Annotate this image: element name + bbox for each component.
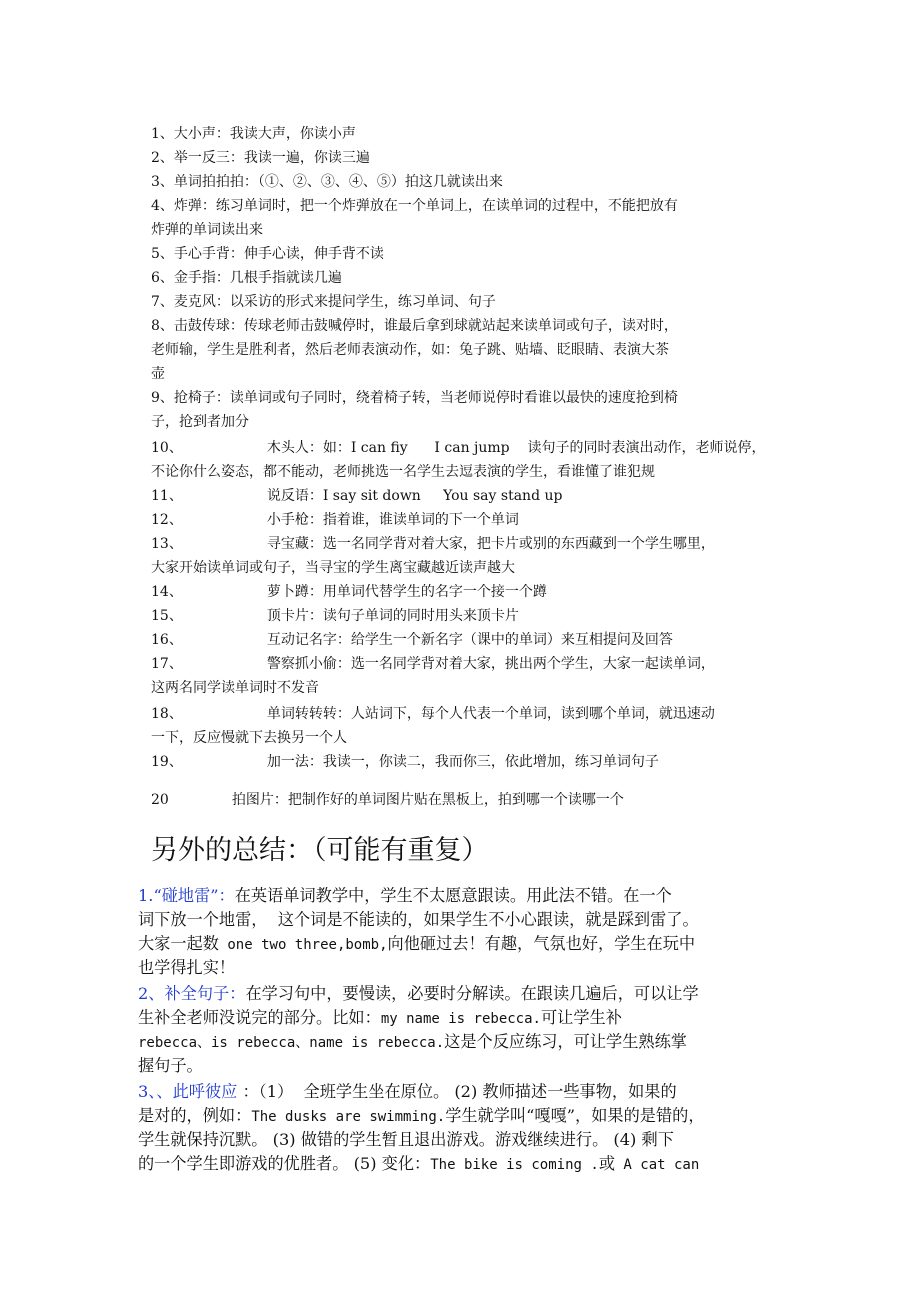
list-item-continued: 壶 xyxy=(151,366,165,382)
list-item: 2、举一反三：我读一遍，你读三遍 xyxy=(151,150,370,166)
summary-item-title: 3、、此呼彼应 xyxy=(138,1082,238,1101)
summary-item-title: 2、补全句子： xyxy=(138,984,246,1003)
list-item: 16、 互动记名字：给学生一个新名字（课中的单词）来互相提问及回答 xyxy=(151,632,673,648)
list-item: 19、 加一法：我读一，你读二，我而你三，依此增加，练习单词句子 xyxy=(151,754,659,770)
list-item: 20 拍图片：把制作好的单词图片贴在黑板上，拍到哪一个读哪一个 xyxy=(151,792,624,808)
list-item-continued: 不论你什么姿态，都不能动，老师挑选一名学生去逗表演的学生，看谁懂了谁犯规 xyxy=(151,464,655,480)
list-item: 1、大小声：我读大声，你读小声 xyxy=(151,126,356,142)
summary-line: 也学得扎实！ xyxy=(138,958,236,977)
list-item: 3、单词拍拍拍：（①、②、③、④、⑤）拍这几就读出来 xyxy=(151,174,503,190)
list-item: 9、抢椅子：读单词或句子同时，绕着椅子转，当老师说停时看谁以最快的速度抢到椅 xyxy=(151,390,678,406)
list-item: 5、手心手背：伸手心读，伸手背不读 xyxy=(151,246,384,262)
summary-line: 词下放一个地雷， 这个词是不能读的，如果学生不小心跟读，就是踩到雷了。 xyxy=(138,910,699,929)
list-item-continued: 一下，反应慢就下去换另一个人 xyxy=(151,730,347,746)
summary-line: 1.“碰地雷”：在英语单词教学中，学生不太愿意跟读。用此法不错。在一个 xyxy=(138,886,672,905)
list-item: 17、 警察抓小偷：选一名同学背对着大家，挑出两个学生，大家一起读单词， xyxy=(151,656,715,672)
list-item: 18、 单词转转转：人站词下，每个人代表一个单词，读到哪个单词，就迅速动 xyxy=(151,706,715,722)
list-item-continued: 炸弹的单词读出来 xyxy=(151,222,263,238)
summary-line: 的一个学生即游戏的优胜者。 (5) 变化：The bike is coming .或 A cat can xyxy=(138,1154,700,1173)
summary-line: 是对的，例如：The dusks are swimming.学生就学叫“嘎嘎”，如果的是错的， xyxy=(138,1106,705,1125)
list-item: 6、金手指：几根手指就读几遍 xyxy=(151,270,342,286)
section-heading: 另外的总结：（可能有重复） xyxy=(151,835,489,866)
list-item: 13、 寻宝藏：选一名同学背对着大家，把卡片或别的东西藏到一个学生哪里， xyxy=(151,536,715,552)
summary-line: 生补全老师没说完的部分。比如：my name is rebecca.可让学生补 xyxy=(138,1008,622,1027)
list-item-continued: 子，抢到者加分 xyxy=(151,414,249,430)
list-item: 4、炸弹：练习单词时，把一个炸弹放在一个单词上，在读单词的过程中，不能把放有 xyxy=(151,198,678,214)
list-item: 7、麦克风：以采访的形式来提问学生，练习单词、句子 xyxy=(151,294,496,310)
list-item-continued: 老师输，学生是胜利者，然后老师表演动作，如：兔子跳、贴墙、眨眼睛、表演大茶 xyxy=(151,342,669,358)
list-item: 12、 小手枪：指着谁，谁读单词的下一个单词 xyxy=(151,512,519,528)
summary-line: 学生就保持沉默。 (3) 做错的学生暂且退出游戏。游戏继续进行。 (4) 剩下 xyxy=(138,1130,674,1149)
list-item: 8、击鼓传球：传球老师击鼓喊停时，谁最后拿到球就站起来读单词或句子，读对时， xyxy=(151,318,678,334)
list-item-continued: 这两名同学读单词时不发音 xyxy=(151,680,319,696)
summary-line: 握句子。 xyxy=(138,1056,203,1075)
summary-line: rebecca、is rebecca、name is rebecca.这是个反应练习，可让学生熟练掌 xyxy=(138,1032,687,1051)
list-item-continued: 大家开始读单词或句子，当寻宝的学生离宝藏越近读声越大 xyxy=(151,560,515,576)
summary-line: 3、、此呼彼应 ：（1） 全班学生坐在原位。 (2) 教师描述一些事物，如果的 xyxy=(138,1082,677,1101)
summary-item-title: 1.“碰地雷”： xyxy=(138,886,235,905)
list-item: 14、 萝卜蹲：用单词代替学生的名字一个接一个蹲 xyxy=(151,584,547,600)
list-item: 15、 顶卡片：读句子单词的同时用头来顶卡片 xyxy=(151,608,519,624)
list-item: 10、 木头人：如：I can fiy I can jump 读句子的同时表演出动作，老师说停， xyxy=(151,440,766,456)
summary-line: 大家一起数 one two three,bomb,向他砸过去！有趣，气氛也好，学生在玩中 xyxy=(138,934,696,953)
summary-line: 2、补全句子：在学习句中，要慢读，必要时分解读。在跟读几遍后，可以让学 xyxy=(138,984,699,1003)
list-item: 11、 说反语：I say sit down You say stand up xyxy=(151,488,563,504)
